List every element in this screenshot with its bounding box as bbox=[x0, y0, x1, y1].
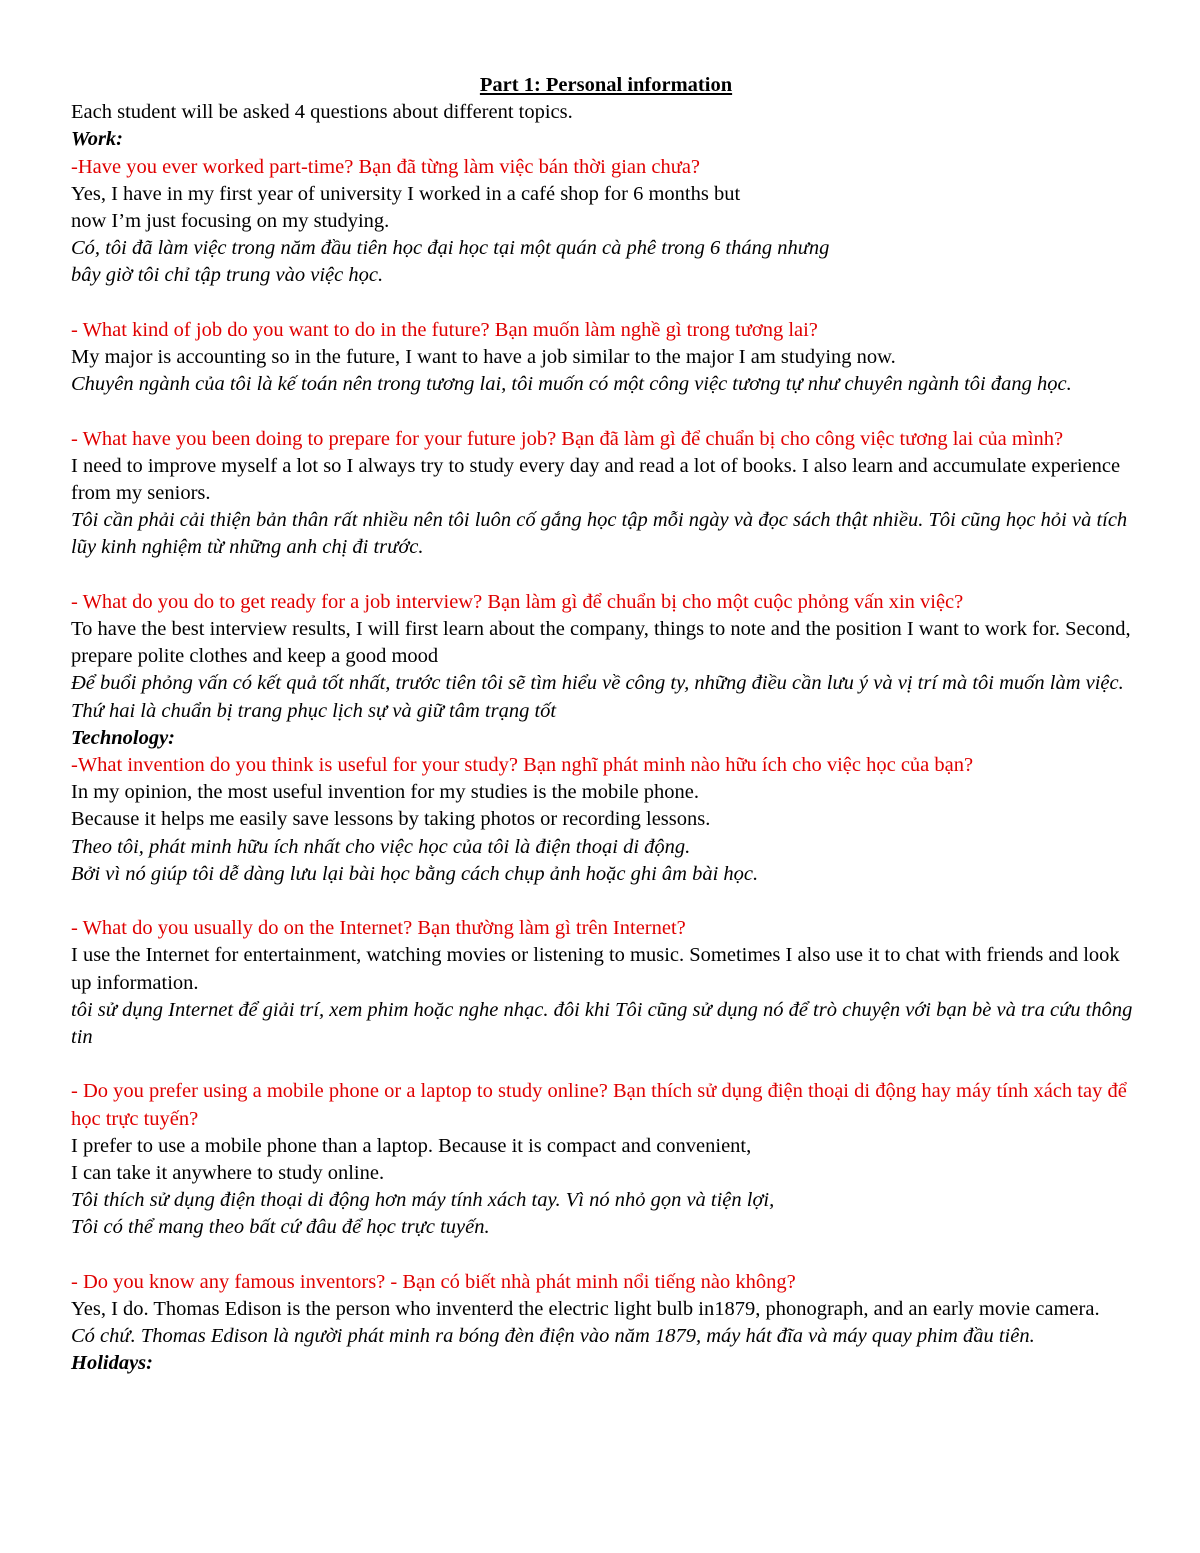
technology-question-1: -What invention do you think is useful for your study? Bạn nghĩ phát minh nào hữu ích cho việc học của bạn? bbox=[71, 754, 974, 777]
work-answer-4-en: To have the best interview results, I will first learn about the company, things to note and the position I want to work for. Second, prepare polite clothes and keep a good mood bbox=[71, 618, 1131, 668]
technology-answer-2-vi: tôi sử dụng Internet để giải trí, xem phim hoặc nghe nhạc. đôi khi Tôi cũng sử dụng nó để trò chuyện với bạn bè và tra cứu thông tin bbox=[71, 998, 1133, 1049]
technology-answer-3-en-line-2: I can take it anywhere to study online. bbox=[71, 1162, 385, 1185]
work-answer-2-vi: Chuyên ngành của tôi là kế toán nên trong tương lai, tôi muốn có một công việc tương tự như chuyên ngành tôi đang học. bbox=[71, 373, 1072, 396]
spacer bbox=[71, 562, 1141, 589]
section-heading-technology: Technology: bbox=[71, 726, 176, 749]
work-answer-1-en-line-2: now I’m just focusing on my studying. bbox=[71, 210, 390, 233]
technology-answer-4-vi: Có chứ. Thomas Edison là người phát minh ra bóng đèn điện vào năm 1879, máy hát đĩa và máy quay phim đầu tiên. bbox=[71, 1325, 1035, 1348]
intro-text: Each student will be asked 4 questions about different topics. bbox=[71, 101, 573, 124]
technology-question-4: - Do you know any famous inventors? - Bạn có biết nhà phát minh nổi tiếng nào không? bbox=[71, 1270, 796, 1293]
technology-answer-1-en-line-1: In my opinion, the most useful invention for my studies is the mobile phone. bbox=[71, 781, 700, 804]
section-heading-holidays: Holidays: bbox=[71, 1352, 153, 1375]
work-question-2: - What kind of job do you want to do in the future? Bạn muốn làm nghề gì trong tương lai? bbox=[71, 318, 818, 341]
section-heading-work: Work: bbox=[71, 128, 124, 151]
work-answer-2-en: My major is accounting so in the future, I want to have a job similar to the major I am studying now. bbox=[71, 346, 896, 369]
technology-answer-3-en-line-1: I prefer to use a mobile phone than a laptop. Because it is compact and convenient, bbox=[71, 1134, 752, 1157]
technology-question-3: - Do you prefer using a mobile phone or a laptop to study online? Bạn thích sử dụng điện thoại di động hay máy tính xách tay để học trực tuyến? bbox=[71, 1080, 1127, 1130]
technology-answer-3-vi-line-1: Tôi thích sử dụng điện thoại di động hơn máy tính xách tay. Vì nó nhỏ gọn và tiện lợi, bbox=[71, 1189, 775, 1212]
technology-answer-2-en: I use the Internet for entertainment, watching movies or listening to music. Sometimes I also use it to chat with friends and look up information. bbox=[71, 944, 1120, 994]
work-answer-3-vi: Tôi cần phải cải thiện bản thân rất nhiều nên tôi luôn cố gắng học tập mỗi ngày và đọc sách thật nhiều. Tôi cũng học hỏi và tích lũy kinh nghiệm từ những anh chị đi trước. bbox=[71, 509, 1128, 559]
page-title: Part 1: Personal information bbox=[479, 74, 733, 96]
technology-answer-4-en: Yes, I do. Thomas Edison is the person who inventerd the electric light bulb in1879, phonograph, and an early movie camera. bbox=[71, 1298, 1100, 1321]
work-answer-1-vi-line-2: bây giờ tôi chỉ tập trung vào việc học. bbox=[71, 264, 384, 287]
spacer bbox=[71, 398, 1141, 425]
spacer bbox=[71, 888, 1141, 915]
technology-question-2: - What do you usually do on the Internet? Bạn thường làm gì trên Internet? bbox=[71, 917, 686, 940]
work-answer-1-vi-line-1: Có, tôi đã làm việc trong năm đầu tiên học đại học tại một quán cà phê trong 6 tháng nhưng bbox=[71, 237, 830, 260]
work-answer-1-en-line-1: Yes, I have in my first year of university I worked in a café shop for 6 months but bbox=[71, 182, 741, 205]
technology-answer-1-vi-line-1: Theo tôi, phát minh hữu ích nhất cho việc học của tôi là điện thoại di động. bbox=[71, 835, 691, 858]
work-answer-3-en: I need to improve myself a lot so I always try to study every day and read a lot of books. I also learn and accumulate experience from my seniors. bbox=[71, 454, 1121, 505]
work-question-3: - What have you been doing to prepare for your future job? Bạn đã làm gì để chuẩn bị cho công việc tương lai của mình? bbox=[71, 427, 1064, 450]
spacer bbox=[71, 1051, 1141, 1078]
work-question-1: -Have you ever worked part-time? Bạn đã từng làm việc bán thời gian chưa? bbox=[71, 155, 701, 178]
document-page bbox=[71, 72, 1141, 1378]
spacer bbox=[71, 290, 1141, 317]
technology-answer-1-en-line-2: Because it helps me easily save lessons by taking photos or recording lessons. bbox=[71, 808, 711, 831]
work-answer-4-vi: Để buổi phỏng vấn có kết quả tốt nhất, trước tiên tôi sẽ tìm hiểu về công ty, những điều cần lưu ý và vị trí mà tôi muốn làm việc. Thứ hai là chuẩn bị trang phục lịch sự và giữ tâm trạng tốt bbox=[71, 672, 1124, 722]
work-question-4: - What do you do to get ready for a job interview? Bạn làm gì để chuẩn bị cho một cuộc phỏng vấn xin việc? bbox=[71, 590, 964, 613]
technology-answer-1-vi-line-2: Bởi vì nó giúp tôi dễ dàng lưu lại bài học bằng cách chụp ảnh hoặc ghi âm bài học. bbox=[71, 862, 759, 885]
spacer bbox=[71, 1242, 1141, 1269]
technology-answer-3-vi-line-2: Tôi có thể mang theo bất cứ đâu để học trực tuyến. bbox=[71, 1216, 490, 1239]
